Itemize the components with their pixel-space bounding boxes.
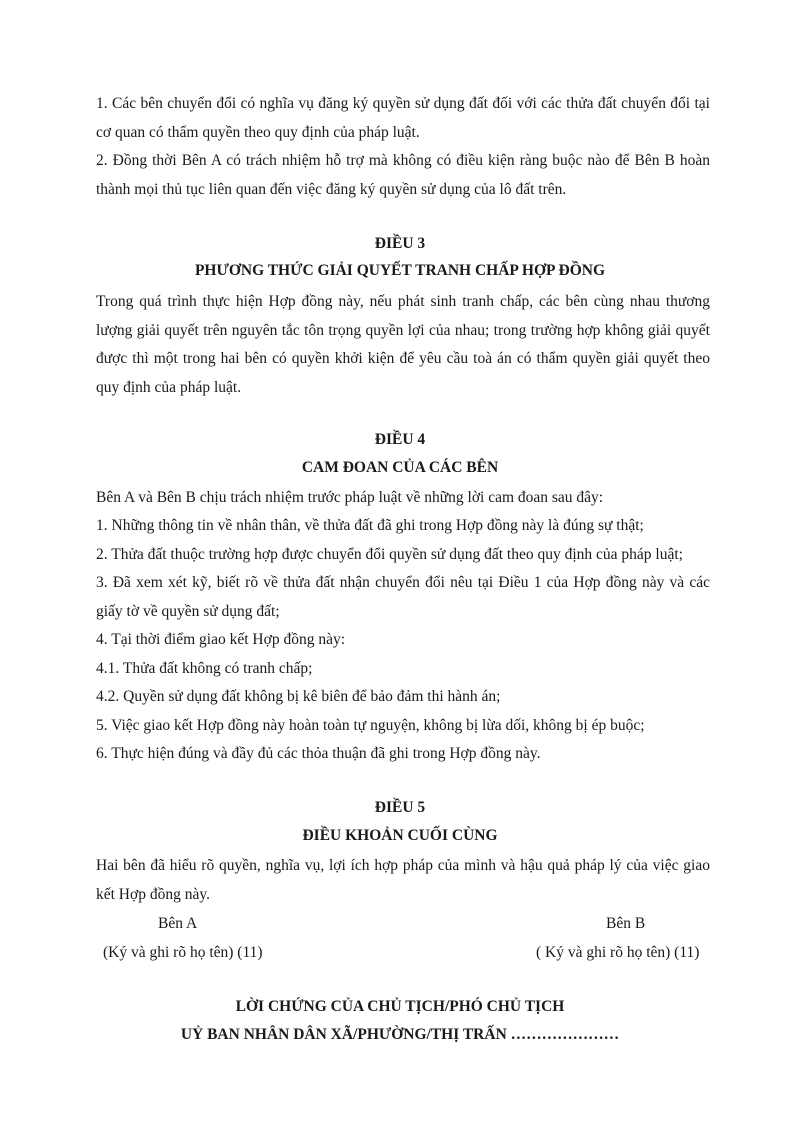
article4-item-3: 3. Đã xem xét kỹ, biết rõ về thửa đất nhận chuyển đổi nêu tại Điều 1 của Hợp đồng này và các giấy tờ về quyền sử dụng đất;: [96, 574, 710, 620]
article5-number: ĐIỀU 5: [374, 799, 426, 816]
article4-item-1: 1. Những thông tin về nhân thân, về thửa đất đã ghi trong Hợp đồng này là đúng sự thật;: [96, 517, 644, 534]
attestation-committee: UỶ BAN NHÂN DÂN XÃ/PHƯỜNG/THỊ TRẤN …………………: [180, 1026, 620, 1043]
article4-item-4-2: 4.2. Quyền sử dụng đất không bị kê biên để bảo đảm thi hành án;: [96, 688, 501, 705]
article3-number: ĐIỀU 3: [374, 235, 426, 252]
article5-title: ĐIỀU KHOẢN CUỐI CÙNG: [302, 827, 498, 844]
party-b-label: Bên B: [606, 915, 646, 932]
article2-paragraph-1: 1. Các bên chuyển đổi có nghĩa vụ đăng ký quyền sử dụng đất đối với các thửa đất chuyển đổi tại cơ quan có thẩm quyền theo quy định của pháp luật.: [96, 95, 710, 141]
article3-title: PHƯƠNG THỨC GIẢI QUYẾT TRANH CHẤP HỢP ĐỒNG: [194, 262, 606, 279]
article4-intro: Bên A và Bên B chịu trách nhiệm trước pháp luật về những lời cam đoan sau đây:: [96, 489, 604, 506]
attestation-title: LỜI CHỨNG CỦA CHỦ TỊCH/PHÓ CHỦ TỊCH: [235, 998, 565, 1015]
article4-title: CAM ĐOAN CỦA CÁC BÊN: [301, 459, 499, 476]
party-a-label: Bên A: [158, 915, 198, 932]
article4-item-2: 2. Thửa đất thuộc trường hợp được chuyển đổi quyền sử dụng đất theo quy định của pháp luật;: [96, 546, 683, 563]
article5-body: Hai bên đã hiểu rõ quyền, nghĩa vụ, lợi ích hợp pháp của mình và hậu quả pháp lý của việc giao kết Hợp đồng này.: [96, 857, 710, 903]
article4-item-5: 5. Việc giao kết Hợp đồng này hoàn toàn tự nguyện, không bị lừa dối, không bị ép buộc;: [96, 717, 645, 734]
party-b-sign-note: ( Ký và ghi rõ họ tên) (11): [536, 944, 700, 961]
article2-paragraph-2: 2. Đồng thời Bên A có trách nhiệm hỗ trợ mà không có điều kiện ràng buộc nào để Bên B hoàn thành mọi thủ tục liên quan đến việc đăng ký quyền sử dụng của lô đất trên.: [96, 152, 710, 198]
article4-number: ĐIỀU 4: [374, 431, 426, 448]
article4-item-6: 6. Thực hiện đúng và đầy đủ các thỏa thuận đã ghi trong Hợp đồng này.: [96, 745, 541, 762]
article4-item-4-1: 4.1. Thửa đất không có tranh chấp;: [96, 660, 313, 677]
article3-body: Trong quá trình thực hiện Hợp đồng này, nếu phát sinh tranh chấp, các bên cùng nhau thương lượng giải quyết trên nguyên tắc tôn trọng quyền lợi của nhau; trong trường hợp không giải quyết được thì một trong hai bên có quyền khởi kiện để yêu cầu toà án có thẩm quyền giải quyết theo quy định của pháp luật.: [96, 293, 710, 396]
party-a-sign-note: (Ký và ghi rõ họ tên) (11): [103, 944, 263, 961]
article4-item-4: 4. Tại thời điểm giao kết Hợp đồng này:: [96, 631, 345, 648]
